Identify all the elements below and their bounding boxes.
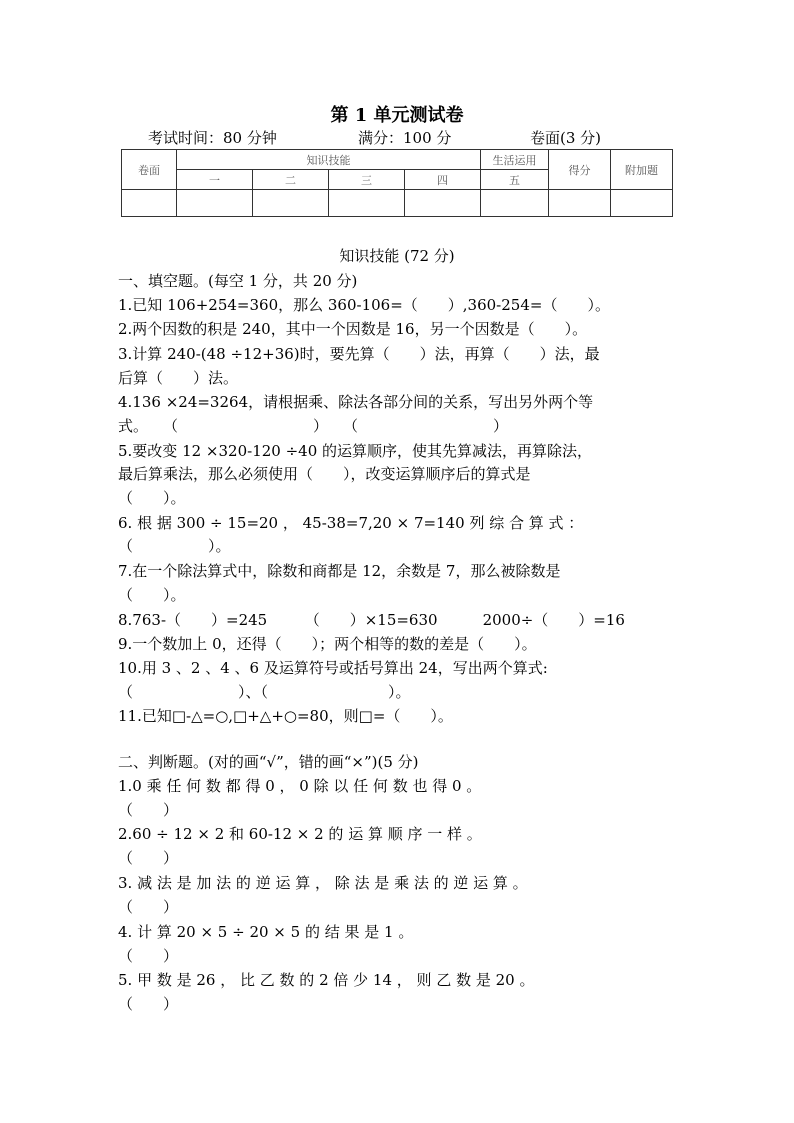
question-line: 9.一个数加上 0，还得（ ）；两个相等的数的差是（ ）。 [118, 635, 537, 653]
header-sub-2: 二 [253, 170, 329, 190]
score-cell[interactable] [122, 190, 177, 217]
question-line: （ ）。 [118, 489, 186, 507]
header-sub-3: 三 [329, 170, 405, 190]
header-sub-1: 一 [177, 170, 253, 190]
score-table [121, 149, 673, 217]
header-life: 生活运用 [481, 150, 549, 170]
question-line: 3.计算 240-(48 ÷12+36)时，要先算（ ）法，再算（ ）法，最 [118, 345, 600, 363]
question-line: 1.已知 106+254=360，那么 360-106=（ ）,360-254=（ ）。 [118, 296, 610, 314]
exam-time: 考试时间：80 分钟 [148, 129, 277, 147]
question-line: 最后算乘法，那么必须使用（ ），改变运算顺序后的算式是 [118, 465, 531, 483]
header-sub-4: 四 [405, 170, 481, 190]
score-cell[interactable] [253, 190, 329, 217]
part1-heading: 一、填空题。(每空 1 分，共 20 分) [118, 272, 358, 290]
judge-item-5-blank[interactable]: （ ） [118, 995, 179, 1013]
score-cell[interactable] [481, 190, 549, 217]
score-cell[interactable] [611, 190, 673, 217]
judge-item-2-blank[interactable]: （ ） [118, 849, 179, 867]
question-line: （ ）。 [118, 586, 186, 604]
header-juanmian: 卷面 [122, 150, 177, 190]
question-line: 后算（ ）法。 [118, 369, 239, 387]
judge-item-4-text: 4. 计 算 20 × 5 ÷ 20 × 5 的 结 果 是 1 。 [118, 923, 414, 941]
score-cell[interactable] [549, 190, 611, 217]
judge-item-5-text: 5. 甲 数 是 26 ， 比 乙 数 的 2 倍 少 14 ， 则 乙 数 是 20 。 [118, 971, 535, 989]
neatness-score: 卷面(3 分) [530, 129, 602, 147]
question-line: （ ）。 [118, 537, 231, 555]
question-line: 8.763-（ ）=245 （ ）×15=630 2000÷（ ）=16 [118, 611, 625, 629]
judge-item-1-blank[interactable]: （ ） [118, 801, 179, 819]
score-cell[interactable] [405, 190, 481, 217]
header-sub-5: 五 [481, 170, 549, 190]
question-line: 式。 （ ） （ ） [118, 417, 509, 435]
question-line: 2.两个因数的积是 240，其中一个因数是 16，另一个因数是（ ）。 [118, 320, 588, 338]
question-line: 4.136 ×24=3264，请根据乘、除法各部分间的关系，写出另外两个等 [118, 393, 594, 411]
question-line: 7.在一个除法算式中，除数和商都是 12，余数是 7，那么被除数是 [118, 562, 561, 580]
score-cell[interactable] [329, 190, 405, 217]
question-line: 5.要改变 12 ×320-120 ÷40 的运算顺序，使其先算减法，再算除法， [118, 442, 593, 460]
section-title: 知识技能 (72 分) [339, 247, 455, 265]
judge-item-1-text: 1.0 乘 任 何 数 都 得 0 ， 0 除 以 任 何 数 也 得 0 。 [118, 777, 482, 795]
header-knowledge: 知识技能 [177, 150, 481, 170]
question-line: （ ）、（ ）。 [118, 683, 411, 701]
full-score: 满分：100 分 [358, 129, 452, 147]
header-score: 得分 [549, 150, 611, 190]
judge-item-3-blank[interactable]: （ ） [118, 898, 179, 916]
part2-heading: 二、判断题。(对的画“√”，错的画“×”)(5 分) [118, 753, 419, 771]
question-line: 11.已知□-△=○,□+△+○=80，则□=（ ）。 [118, 707, 453, 725]
header-extra: 附加题 [611, 150, 673, 190]
judge-item-4-blank[interactable]: （ ） [118, 947, 179, 965]
question-line: 10.用 3 、2 、4 、6 及运算符号或括号算出 24，写出两个算式: [118, 659, 548, 677]
judge-item-3-text: 3. 减 法 是 加 法 的 逆 运 算 ， 除 法 是 乘 法 的 逆 运 算 。 [118, 874, 528, 892]
question-line: 6. 根 据 300 ÷ 15=20 ， 45-38=7,20 × 7=140 列 综 合 算 式 ： [118, 514, 584, 532]
page-title: 第 1 单元测试卷 [330, 105, 464, 126]
judge-item-2-text: 2.60 ÷ 12 × 2 和 60-12 × 2 的 运 算 顺 序 一 样 。 [118, 825, 482, 843]
score-cell[interactable] [177, 190, 253, 217]
